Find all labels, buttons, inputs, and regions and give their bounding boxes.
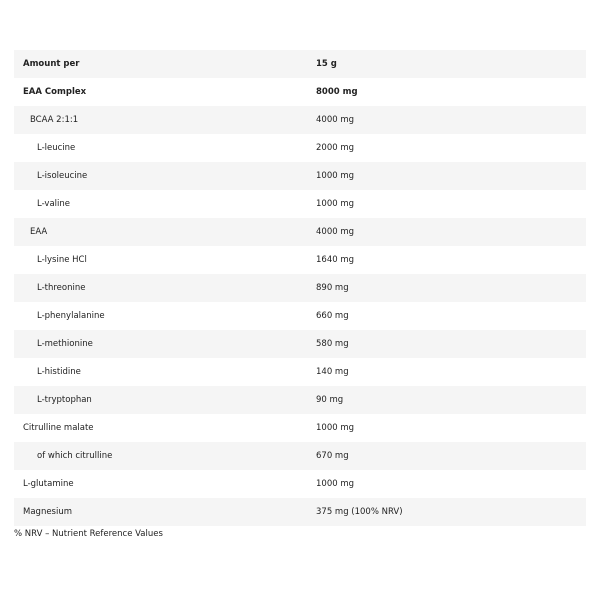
nutrient-amount: 375 mg (100% NRV) (316, 507, 403, 517)
nutrient-amount: 1640 mg (316, 255, 355, 265)
nutrient-amount: 140 mg (316, 367, 349, 377)
nutrient-name: L-valine (37, 199, 71, 209)
table-row (14, 470, 586, 498)
nutrient-name: L-threonine (37, 283, 86, 293)
nutrient-amount: 1000 mg (316, 423, 355, 433)
table-row (14, 330, 586, 358)
table-row (14, 302, 586, 330)
nutrient-amount: 1000 mg (316, 199, 355, 209)
table-row (14, 442, 586, 470)
nutrient-amount: 90 mg (316, 395, 344, 405)
nutrient-amount: 15 g (316, 59, 337, 69)
table-row (14, 162, 586, 190)
nutrient-amount: 2000 mg (316, 143, 355, 153)
nutrient-name: Amount per (23, 59, 80, 69)
nutrient-name: L-phenylalanine (37, 311, 105, 321)
nutrient-amount: 1000 mg (316, 171, 355, 181)
nutrient-name: L-isoleucine (37, 171, 88, 181)
table-row (14, 274, 586, 302)
table-row (14, 190, 586, 218)
footnote: % NRV – Nutrient Reference Values (14, 529, 163, 539)
nutrient-amount: 890 mg (316, 283, 349, 293)
table-row (14, 386, 586, 414)
nutrient-name: L-tryptophan (37, 395, 92, 405)
nutrient-name: of which citrulline (37, 451, 113, 461)
nutrient-amount: 4000 mg (316, 115, 355, 125)
table-row (14, 78, 586, 106)
nutrient-name: EAA Complex (23, 87, 87, 97)
nutrient-name: L-histidine (37, 367, 81, 377)
table-row (14, 106, 586, 134)
nutrient-name: L-glutamine (23, 479, 74, 489)
nutrient-amount: 580 mg (316, 339, 349, 349)
nutrient-amount: 8000 mg (316, 87, 358, 97)
nutrient-name: EAA (30, 227, 48, 237)
table-row (14, 50, 586, 78)
table-row (14, 218, 586, 246)
table-row (14, 134, 586, 162)
nutrient-amount: 1000 mg (316, 479, 355, 489)
table-row (14, 358, 586, 386)
nutrient-name: BCAA 2:1:1 (30, 115, 79, 125)
nutrition-table (14, 50, 586, 526)
nutrient-name: L-methionine (37, 339, 93, 349)
table-row (14, 414, 586, 442)
table-row (14, 498, 586, 526)
nutrient-amount: 660 mg (316, 311, 349, 321)
table-row (14, 246, 586, 274)
nutrient-name: Magnesium (23, 507, 73, 517)
nutrient-name: Citrulline malate (23, 423, 94, 433)
nutrient-amount: 4000 mg (316, 227, 355, 237)
nutrient-amount: 670 mg (316, 451, 349, 461)
nutrient-name: L-leucine (37, 143, 76, 153)
nutrient-name: L-lysine HCl (37, 255, 87, 265)
